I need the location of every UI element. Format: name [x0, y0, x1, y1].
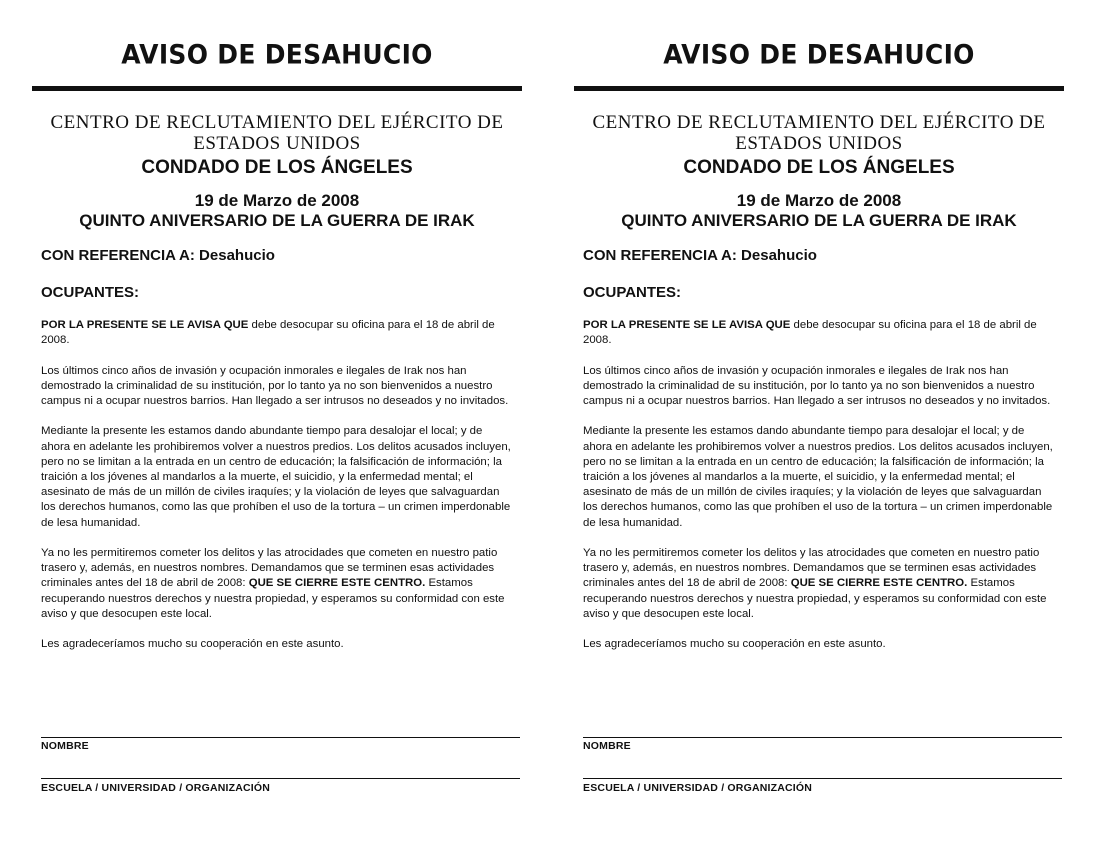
notice-date: 19 de Marzo de 2008: [194, 191, 360, 210]
organization-line-1: CENTRO DE RECLUTAMIENTO DEL EJÉRCITO DE: [50, 112, 504, 133]
title-rule: [32, 86, 522, 91]
event-heading: QUINTO ANIVERSARIO DE LA GUERRA DE IRAK: [621, 211, 1017, 230]
event-heading: QUINTO ANIVERSARIO DE LA GUERRA DE IRAK: [79, 211, 475, 230]
paragraph-1-text: debe desocupar su oficina para el 18 de abril de 2008.: [583, 319, 1037, 347]
notice-title: AVISO DE DESAHUCIO: [663, 38, 975, 71]
organization-heading: [574, 112, 1064, 154]
paragraph-3: Mediante la presente les estamos dando abundante tiempo para desalojar el local; y de ahora en adelante les prohibiremos volver a nuestros predios. Los delitos acusados incluyen, pero no se limitan a la entrada en un centro de educación; la falsificación de información; la traición a los jóvenes al mandarlos a la muerte, el suicidio, y la enfermedad mental; el asesinato de más de un millón de civiles iraquíes; y la violación de leyes que salvaguardan los derechos humanos, como las que prohíben el uso de la tortura – un crimen imperdonable de lesa humanidad.: [41, 425, 511, 529]
paragraph-1: [41, 318, 511, 348]
paragraph-4-text: Ya no les permitiremos cometer los delitos y las atrocidades que cometen en nuestro patio trasero y, además, en nuestros nombres. Demandamos que se terminen esas actividades criminales antes del 18 de abril de 2008:: [583, 547, 1040, 590]
eviction-notice-right: [574, 0, 1064, 850]
paragraph-1: [583, 318, 1053, 348]
school-signature-line: [583, 778, 1062, 779]
paragraph-4-text-2: Estamos recuperando nuestros derechos y nuestra propiedad, y esperamos su conformidad con este aviso y que desocupen este local.: [583, 577, 1047, 620]
occupants-heading: OCUPANTES:: [583, 284, 682, 301]
notice-body: [583, 318, 1053, 668]
organization-line-2: ESTADOS UNIDOS: [735, 133, 903, 154]
name-label: NOMBRE: [41, 740, 89, 752]
paragraph-4-text: Ya no les permitiremos cometer los delitos y las atrocidades que cometen en nuestro patio trasero y, además, en nuestros nombres. Demandamos que se terminen esas actividades criminales antes del 18 de abril de 2008:: [41, 547, 498, 590]
county-heading: CONDADO DE LOS ÁNGELES: [683, 157, 955, 178]
paragraph-1-lead: POR LA PRESENTE SE LE AVISA QUE: [41, 319, 249, 331]
notice-body: [41, 318, 511, 668]
name-signature-line: [583, 737, 1062, 738]
paragraph-3: Mediante la presente les estamos dando abundante tiempo para desalojar el local; y de ahora en adelante les prohibiremos volver a nuestros predios. Los delitos acusados incluyen, pero no se limitan a la entrada en un centro de educación; la falsificación de información; la traición a los jóvenes al mandarlos a la muerte, el suicidio, y la enfermedad mental; el asesinato de más de un millón de civiles iraquíes; y la violación de leyes que salvaguardan los derechos humanos, como las que prohíben el uso de la tortura – un crimen imperdonable de lesa humanidad.: [583, 425, 1053, 529]
reference-line: CON REFERENCIA A: Desahucio: [41, 247, 275, 264]
eviction-notice-left: [32, 0, 522, 850]
paragraph-2: Los últimos cinco años de invasión y ocupación inmorales e ilegales de Irak nos han demostrado la criminalidad de su institución, por lo tanto ya no son bienvenidos a nuestro campus ni a ocupar nuestros barrios. Han llegado a ser intrusos no deseados y no invitados.: [583, 364, 1051, 407]
school-label: ESCUELA / UNIVERSIDAD / ORGANIZACIÓN: [583, 782, 813, 794]
county-heading: CONDADO DE LOS ÁNGELES: [141, 157, 413, 178]
paragraph-4: [41, 546, 511, 622]
paragraph-4-demand: QUE SE CIERRE ESTE CENTRO.: [248, 577, 426, 590]
notice-title: AVISO DE DESAHUCIO: [121, 38, 433, 71]
school-label: ESCUELA / UNIVERSIDAD / ORGANIZACIÓN: [41, 782, 271, 794]
paragraph-5: Les agradeceríamos mucho su cooperación en este asunto.: [41, 638, 344, 651]
organization-heading: [32, 112, 522, 154]
paragraph-2: Los últimos cinco años de invasión y ocupación inmorales e ilegales de Irak nos han demostrado la criminalidad de su institución, por lo tanto ya no son bienvenidos a nuestro campus ni a ocupar nuestros barrios. Han llegado a ser intrusos no deseados y no invitados.: [41, 364, 509, 407]
occupants-heading: OCUPANTES:: [41, 284, 140, 301]
paragraph-4: [583, 546, 1053, 622]
organization-line-2: ESTADOS UNIDOS: [193, 133, 361, 154]
paragraph-1-text: debe desocupar su oficina para el 18 de abril de 2008.: [41, 319, 495, 347]
paragraph-4-demand: QUE SE CIERRE ESTE CENTRO.: [790, 577, 968, 590]
paragraph-1-lead: POR LA PRESENTE SE LE AVISA QUE: [583, 319, 791, 331]
name-label: NOMBRE: [583, 740, 631, 752]
paragraph-4-text-2: Estamos recuperando nuestros derechos y nuestra propiedad, y esperamos su conformidad con este aviso y que desocupen este local.: [41, 577, 505, 620]
reference-line: CON REFERENCIA A: Desahucio: [583, 247, 817, 264]
notice-date: 19 de Marzo de 2008: [736, 191, 902, 210]
organization-line-1: CENTRO DE RECLUTAMIENTO DEL EJÉRCITO DE: [592, 112, 1046, 133]
paragraph-5: Les agradeceríamos mucho su cooperación en este asunto.: [583, 638, 886, 651]
school-signature-line: [41, 778, 520, 779]
title-rule: [574, 86, 1064, 91]
name-signature-line: [41, 737, 520, 738]
